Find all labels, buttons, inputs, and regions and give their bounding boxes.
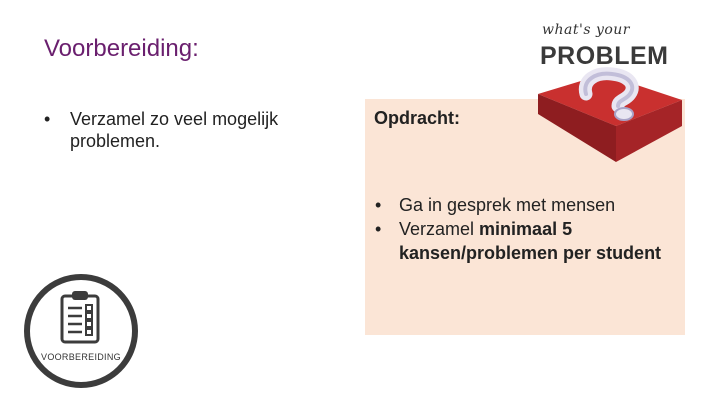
logo-tagline: what's your	[542, 22, 631, 38]
clipboard-checklist-icon	[62, 291, 98, 342]
list-item	[44, 108, 324, 152]
whats-your-problem-logo	[538, 22, 688, 167]
panel-heading: Opdracht:	[374, 108, 461, 128]
bullet-icon: •	[44, 109, 51, 129]
bullet-text	[399, 193, 615, 217]
bullet-text: Verzamel zo veel mogelijk problemen.	[70, 109, 279, 151]
list-item	[375, 217, 675, 265]
bullet-text-part: Ga in gesprek met mensen	[399, 195, 616, 215]
bullet-icon: •	[375, 195, 382, 215]
voorbereiding-badge	[22, 272, 140, 390]
badge-circle	[22, 272, 140, 390]
logo-wordmark: PROBLEM	[540, 42, 669, 70]
badge-label: VOORBEREIDING	[41, 352, 121, 362]
bullet-icon: •	[375, 219, 382, 239]
bullet-text-part: Verzamel	[399, 219, 480, 239]
bullet-text-emphasis: minimaal 5 kansen/problemen per student	[399, 219, 662, 263]
slide-title: Voorbereiding:	[44, 35, 199, 62]
list-item	[375, 193, 675, 217]
panel-bullet-list	[375, 193, 675, 265]
bullet-text	[399, 217, 675, 265]
left-bullet-list	[44, 108, 324, 152]
